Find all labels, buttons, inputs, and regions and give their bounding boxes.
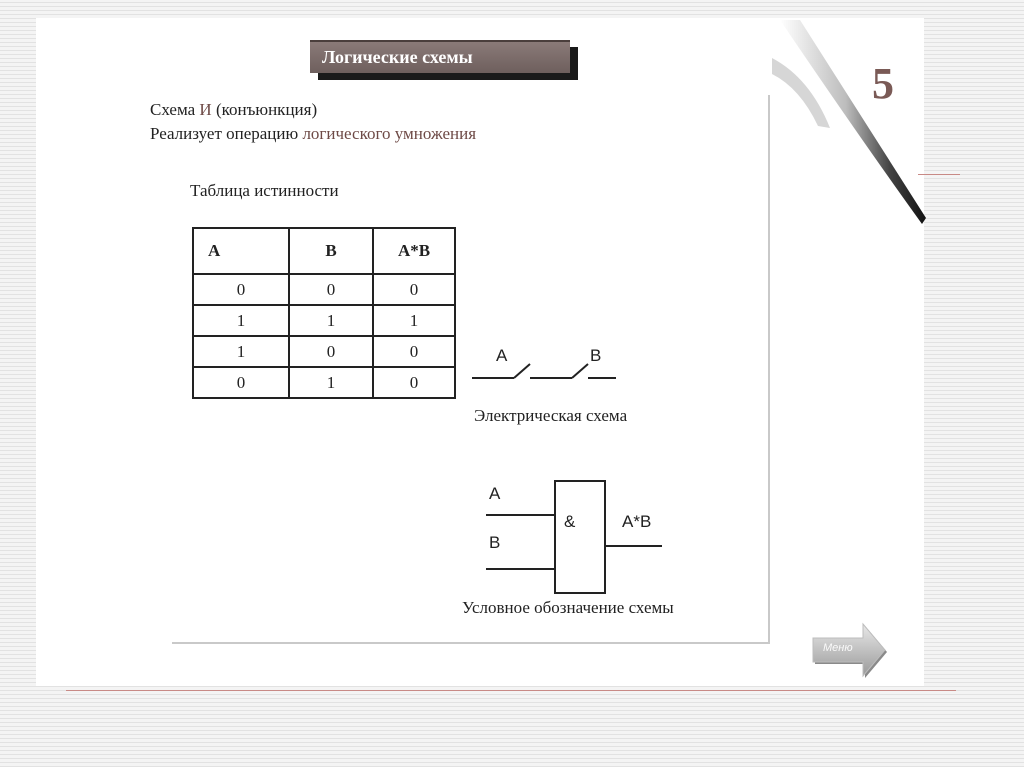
bottom-accent-line (66, 690, 956, 691)
truth-table (192, 227, 456, 399)
menu-button-label: Меню (823, 642, 853, 654)
heading-line-1-pre: Схема (150, 100, 200, 119)
table-cell: 0 (373, 274, 455, 305)
table-header-a: A (193, 228, 289, 274)
heading-line-1-post: (конъюнкция) (211, 100, 318, 119)
table-cell: 1 (373, 305, 455, 336)
table-header-b: B (289, 228, 373, 274)
table-cell: 1 (193, 305, 289, 336)
table-row (193, 274, 455, 305)
heading-line-2 (150, 124, 476, 144)
table-header-row (193, 228, 455, 274)
table-cell: 0 (373, 367, 455, 398)
heading-line-1-highlight: И (199, 100, 212, 119)
table-cell: 0 (289, 336, 373, 367)
gate-and-symbol: & (564, 512, 576, 531)
table-cell: 1 (289, 367, 373, 398)
menu-button[interactable] (809, 622, 887, 678)
logic-gate-caption: Условное обозначение схемы (462, 598, 674, 617)
gate-input-a-label: A (489, 484, 501, 503)
slide-title: Логические схемы (310, 40, 570, 73)
switch-b-label: B (590, 346, 602, 365)
electric-scheme-caption: Электрическая схема (474, 406, 628, 425)
electric-scheme-diagram (468, 350, 628, 390)
table-cell: 0 (373, 336, 455, 367)
gate-output-label: A*B (622, 512, 652, 531)
and-gate-diagram (484, 478, 674, 598)
gate-input-b-label: B (489, 533, 501, 552)
table-cell: 1 (289, 305, 373, 336)
table-row (193, 336, 455, 367)
page-curl-decoration (770, 18, 930, 228)
table-cell: 0 (193, 274, 289, 305)
table-cell: 0 (289, 274, 373, 305)
top-right-accent-line (918, 174, 960, 175)
truth-table-caption: Таблица истинности (190, 181, 339, 200)
table-cell: 1 (193, 336, 289, 367)
slide-number: 5 (872, 59, 894, 108)
table-row (193, 305, 455, 336)
heading-line-1 (150, 100, 317, 120)
switch-a-label: A (496, 346, 508, 365)
table-header-ab: A*B (373, 228, 455, 274)
table-row (193, 367, 455, 398)
heading-line-2-pre: Реализует операцию (150, 124, 303, 143)
heading-line-2-highlight: логического умножения (302, 124, 477, 143)
table-cell: 0 (193, 367, 289, 398)
